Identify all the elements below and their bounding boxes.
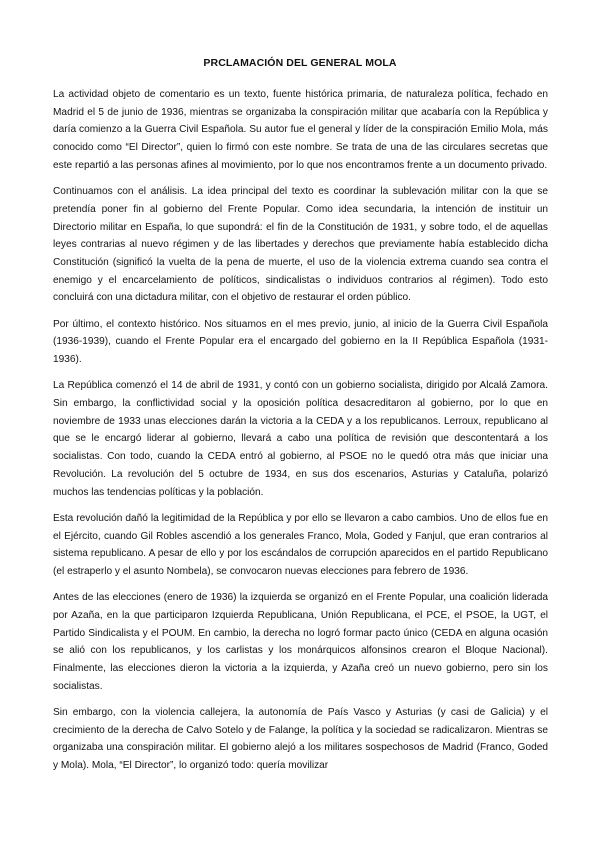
paragraph-republic: La República comenzó el 14 de abril de 1931, y contó con un gobierno socialista, dirigido por Alcalá Zamora. Sin embargo, la conflictividad social y la oposición política desacreditaron al gobierno, por lo que en noviembre de 1933 unas elecciones darán la victoria a la CEDA y a los republicanos. Lerroux, republicano al que se le encargó liderar al gobierno, llevará a cabo una política de revisión que descontentará a los socialistas. Con todo, cuando la CEDA entró al gobierno, al PSOE no le quedó otra más que iniciar una Revolución. La revolución del 5 octubre de 1934, en sus dos escenarios, Asturias y Cataluña, polarizó muchos las tendencias políticas y la población. — [53, 380, 548, 498]
document-body — [53, 86, 548, 783]
paragraph-elections: Antes de las elecciones (enero de 1936) la izquierda se organizó en el Frente Popular, una coalición liderada por Azaña, en la que participaron Izquierda Republicana, Unión Republicana, el PCE, el PSOE, la UGT, el Partido Sindicalista y el POUM. En cambio, la derecha no logró formar pacto único (CEDA en alguna ocasión se alió con los republicanos, y los carlistas y los monárquicos alfonsinos crearon el Bloque Nacional). Finalmente, las elecciones dieron la victoria a la izquierda, y Azaña creó un nuevo gobierno, pero sin los socialistas. — [53, 592, 548, 692]
paragraph-introduction: La actividad objeto de comentario es un texto, fuente histórica primaria, de naturaleza política, fechado en Madrid el 5 de junio de 1936, mientras se organizaba la conspiración militar que acabaría con la República y daría comienzo a la Guerra Civil Española. Su autor fue el general y líder de la conspiración Emilio Mola, más conocido como “El Director”, quien lo firmó con este nombre. Se trata de una de las circulares secretas que este repartió a las personas afines al movimiento, por lo que nos encontramos frente a un documento privado. — [53, 89, 548, 171]
paragraph-context: Por último, el contexto histórico. Nos situamos en el mes previo, junio, al inicio de la Guerra Civil Española (1936-1939), cuando el Frente Popular era el encargado del gobierno en la II República Española (1931-1936). — [53, 318, 548, 366]
paragraph-revolution: Esta revolución dañó la legitimidad de la República y por ello se llevaron a cabo cambios. Uno de ellos fue en el Ejército, cuando Gil Robles ascendió a los generales Franco, Mola, Goded y Fanjul, que eran contrarios al sistema republicano. A pesar de ello y por los escándalos de corrupción aparecidos en el partido Republicano (el estraperlo y el asunto Nombela), se convocaron nuevas elecciones para febrero de 1936. — [53, 512, 548, 577]
paragraph-conspiracy: Sin embargo, con la violencia callejera, la autonomía de País Vasco y Asturias (y casi de Galicia) y el crecimiento de la derecha de Calvo Sotelo y de Falange, la política y la sociedad se radicalizaron. Mientras se organizaba una conspiración militar. El gobierno alejó a los militares sospechosos de Madrid (Franco, Goded y Mola). Mola, “El Director”, lo organizó todo: quería movilizar — [53, 707, 548, 772]
paragraph-analysis: Continuamos con el análisis. La idea principal del texto es coordinar la sublevación militar con la que se pretendía poner fin al gobierno del Frente Popular. Como idea secundaria, la intención de instituir un Directorio militar en España, lo que supondrá: el fin de la Constitución de 1931, y sobre todo, el de aquellas leyes contrarias al nuevo régimen y de las libertades y derechos que previamente había establecido dicha Constitución (significó la vuelta de la pena de muerte, el uso de la violencia extrema cuando sea contra el enemigo y el encarcelamiento de políticos, sindicalistas o individuos contrarios al régimen). Todo esto concluirá con una dictadura militar, con el objetivo de restaurar el orden público. — [53, 186, 548, 304]
document-title: PRCLAMACIÓN DEL GENERAL MOLA — [203, 57, 397, 69]
